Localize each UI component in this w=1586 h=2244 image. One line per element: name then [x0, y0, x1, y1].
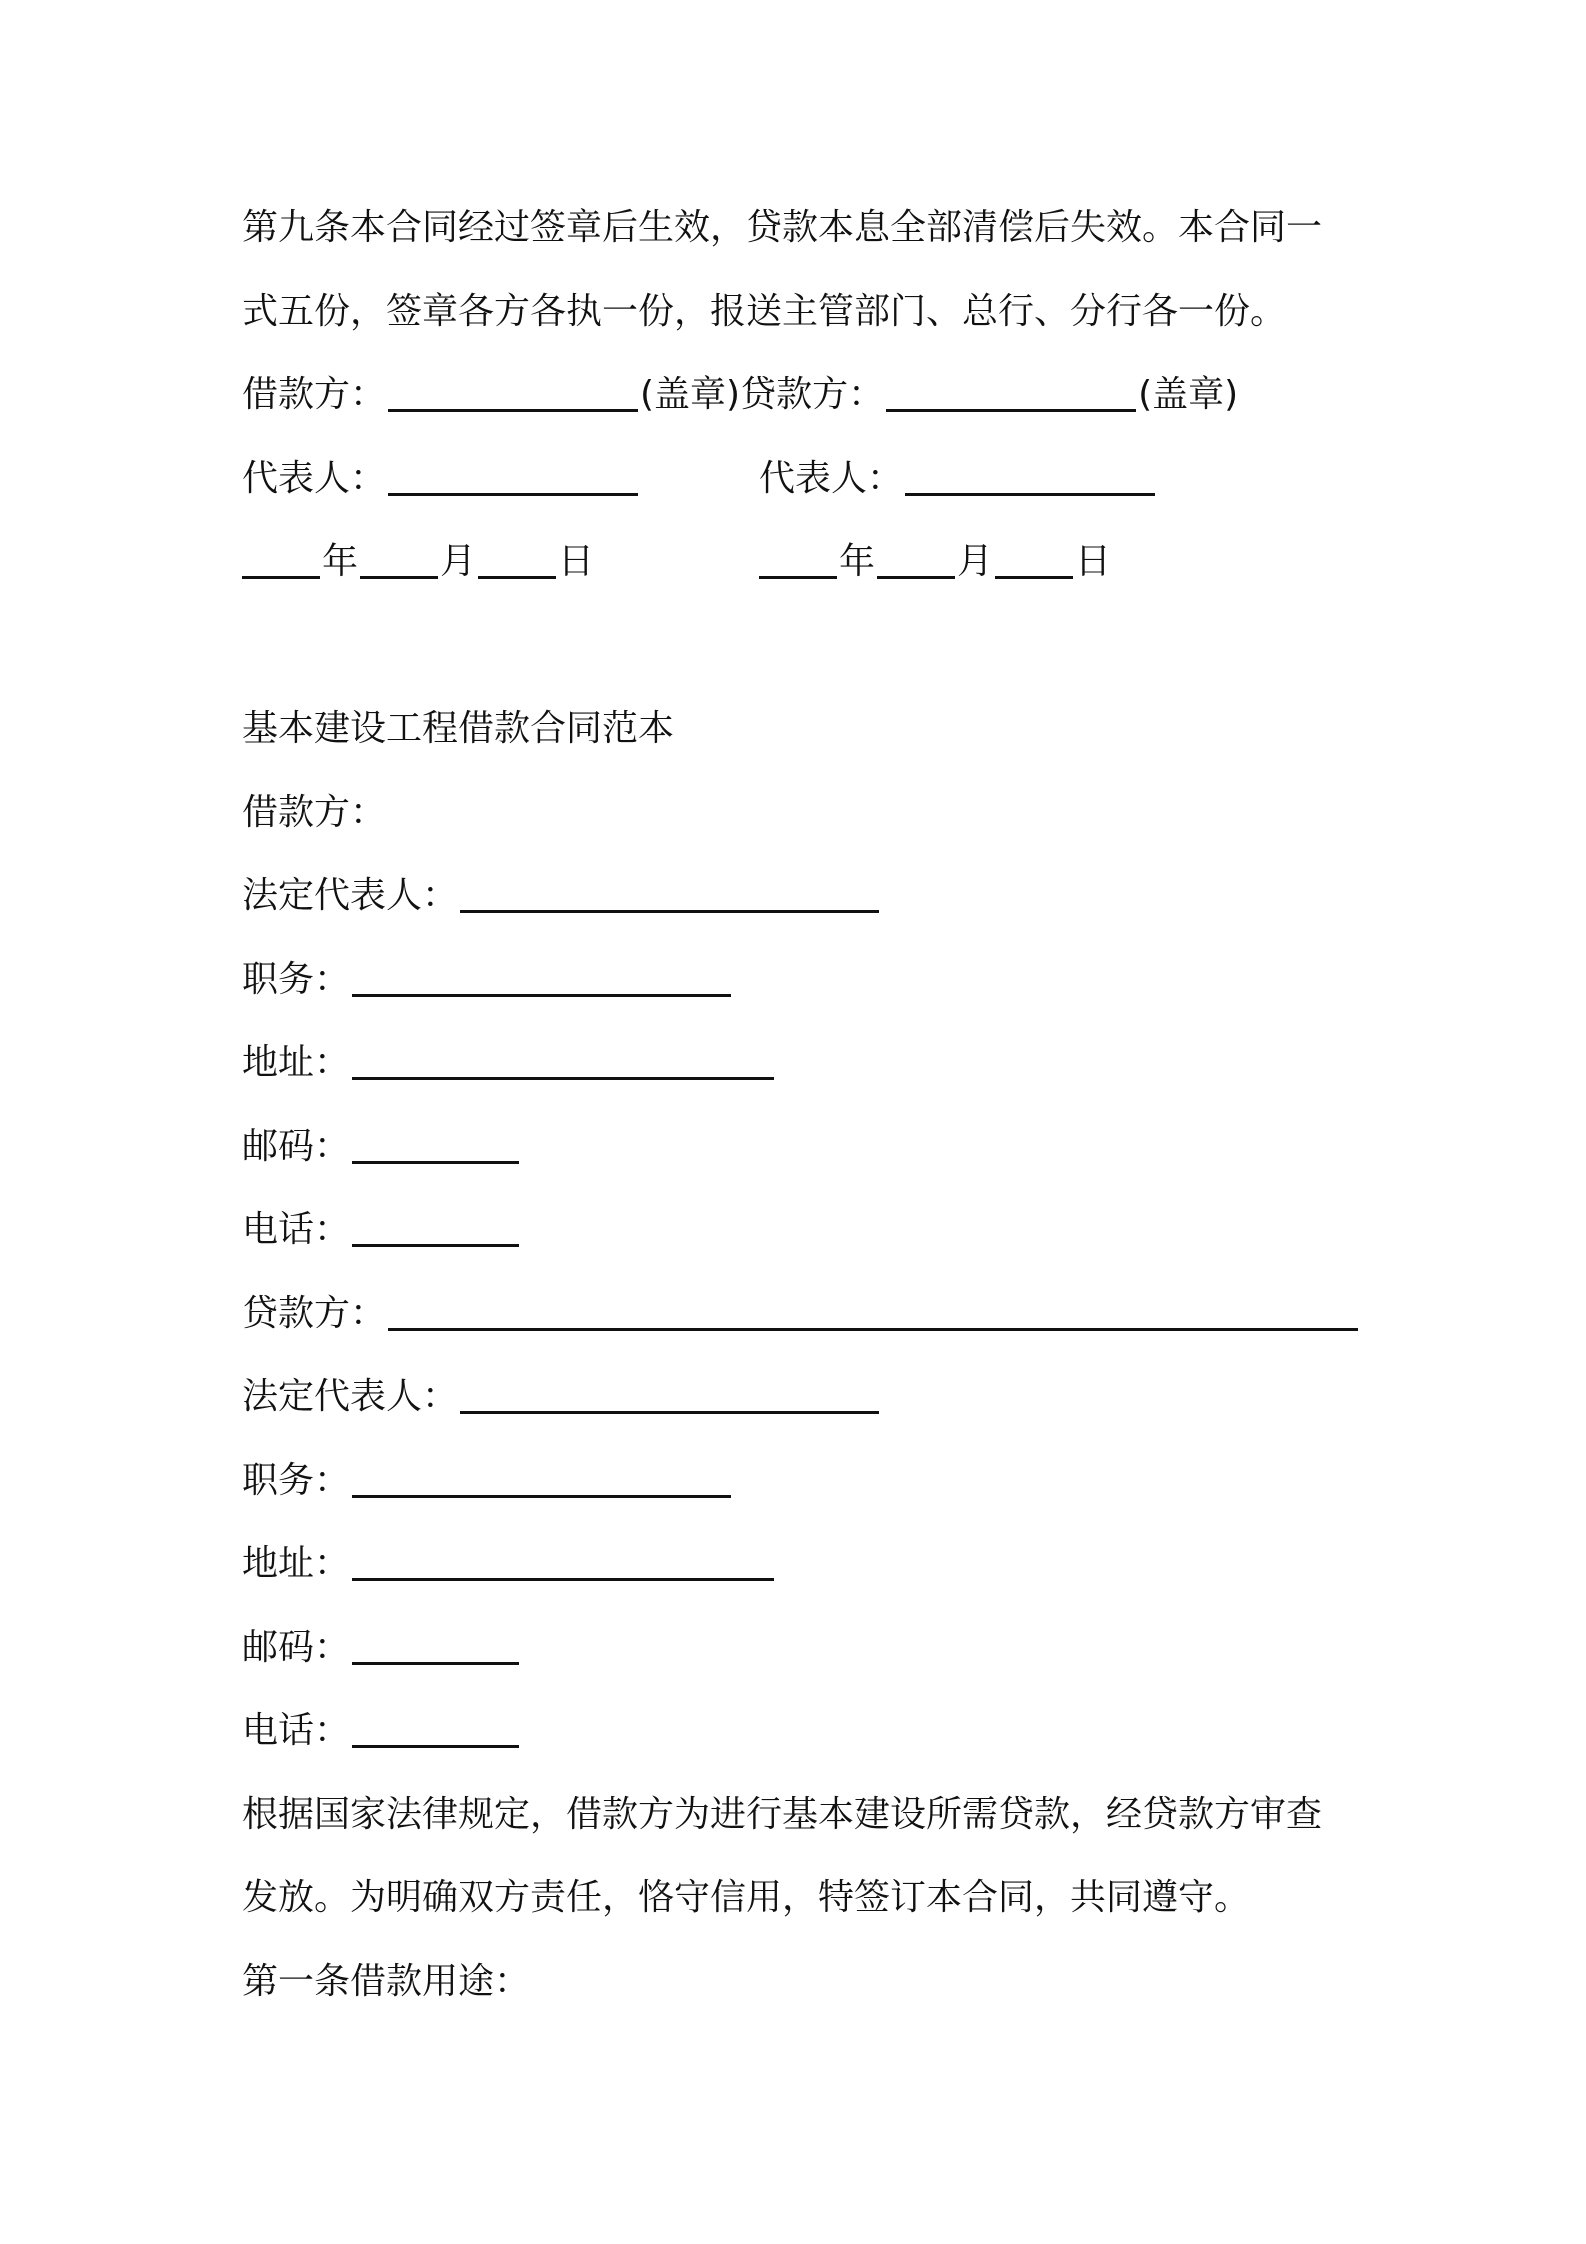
- field-label: 职务：: [242, 1459, 351, 1501]
- borrower-legal-rep-row: [242, 854, 1362, 938]
- borrower-rep-blank[interactable]: [388, 493, 638, 496]
- document-page: [242, 186, 1362, 2023]
- lender-seal-blank[interactable]: [886, 409, 1136, 412]
- borrower-rep-label: 代表人：: [242, 457, 387, 499]
- borrower-address-blank[interactable]: [352, 1077, 774, 1080]
- field-label: 电话：: [242, 1209, 351, 1250]
- borrower-seal-blank[interactable]: [388, 409, 638, 412]
- year-blank[interactable]: [242, 576, 320, 579]
- field-label: 邮码：: [242, 1626, 351, 1668]
- borrower-address-row: [242, 1021, 1362, 1105]
- signature-parties-row: [242, 353, 1362, 437]
- year-label: 年: [322, 541, 359, 582]
- borrower-postcode-row: [242, 1105, 1362, 1189]
- spacer: [242, 604, 1362, 688]
- borrower-label: 借款方：: [242, 374, 387, 415]
- day-label: 日: [1075, 541, 1112, 582]
- month-blank[interactable]: [877, 576, 955, 579]
- borrower-legal-rep-blank[interactable]: [460, 910, 879, 913]
- field-label: 法定代表人：: [242, 875, 459, 916]
- lender-address-blank[interactable]: [352, 1578, 774, 1581]
- year-label: 年: [839, 541, 876, 582]
- lender-position-row: [242, 1439, 1362, 1523]
- year-blank[interactable]: [759, 576, 837, 579]
- field-label: 职务：: [242, 958, 351, 1000]
- lender-position-blank[interactable]: [352, 1495, 731, 1498]
- preamble-line1: 根据国家法律规定，借款方为进行基本建设所需贷款，经贷款方审查: [242, 1793, 1323, 1835]
- lender-rep-blank[interactable]: [905, 493, 1155, 496]
- field-label: 法定代表人：: [242, 1376, 459, 1417]
- seal-label: (盖章): [640, 374, 741, 415]
- month-blank[interactable]: [360, 576, 438, 579]
- borrower-postcode-blank[interactable]: [352, 1161, 519, 1164]
- borrower-phone-row: [242, 1188, 1362, 1272]
- field-label: 邮码：: [242, 1125, 351, 1167]
- lender-row: [242, 1272, 1362, 1356]
- borrower-label: 借款方：: [242, 791, 387, 833]
- signature-rep-row: [242, 437, 1362, 521]
- field-label: 电话：: [242, 1710, 351, 1751]
- preamble-line2: 发放。为明确双方责任，恪守信用，特签订本合同，共同遵守。: [242, 1877, 1251, 1918]
- month-label: 月: [440, 541, 477, 582]
- lender-postcode-row: [242, 1606, 1362, 1690]
- borrower-position-row: [242, 938, 1362, 1022]
- lender-phone-blank[interactable]: [352, 1745, 519, 1748]
- article9-line2: 式五份，签章各方各执一份，报送主管部门、总行、分行各一份。: [242, 290, 1287, 332]
- day-blank[interactable]: [995, 576, 1073, 579]
- seal-label: (盖章): [1138, 374, 1239, 415]
- field-label: 地址：: [242, 1543, 351, 1584]
- day-blank[interactable]: [478, 576, 556, 579]
- field-label: 贷款方：: [242, 1292, 387, 1334]
- lender-legal-rep-blank[interactable]: [460, 1411, 879, 1414]
- lender-postcode-blank[interactable]: [352, 1662, 519, 1665]
- article9-line1: 第九条本合同经过签章后生效，贷款本息全部清偿后失效。本合同一: [242, 207, 1323, 248]
- field-label: 地址：: [242, 1042, 351, 1083]
- article1-heading: 第一条借款用途：: [242, 1960, 531, 2002]
- day-label: 日: [558, 541, 595, 582]
- signature-date-row: [242, 520, 1362, 604]
- lender-phone-row: [242, 1689, 1362, 1773]
- lender-label: 贷款方：: [740, 374, 885, 415]
- lender-legal-rep-row: [242, 1355, 1362, 1439]
- borrower-phone-blank[interactable]: [352, 1244, 519, 1247]
- borrower-position-blank[interactable]: [352, 994, 731, 997]
- lender-address-row: [242, 1522, 1362, 1606]
- lender-rep-label: 代表人：: [759, 457, 904, 499]
- document-title: 基本建设工程借款合同范本: [242, 708, 675, 749]
- lender-blank[interactable]: [388, 1328, 1358, 1331]
- month-label: 月: [957, 541, 994, 582]
